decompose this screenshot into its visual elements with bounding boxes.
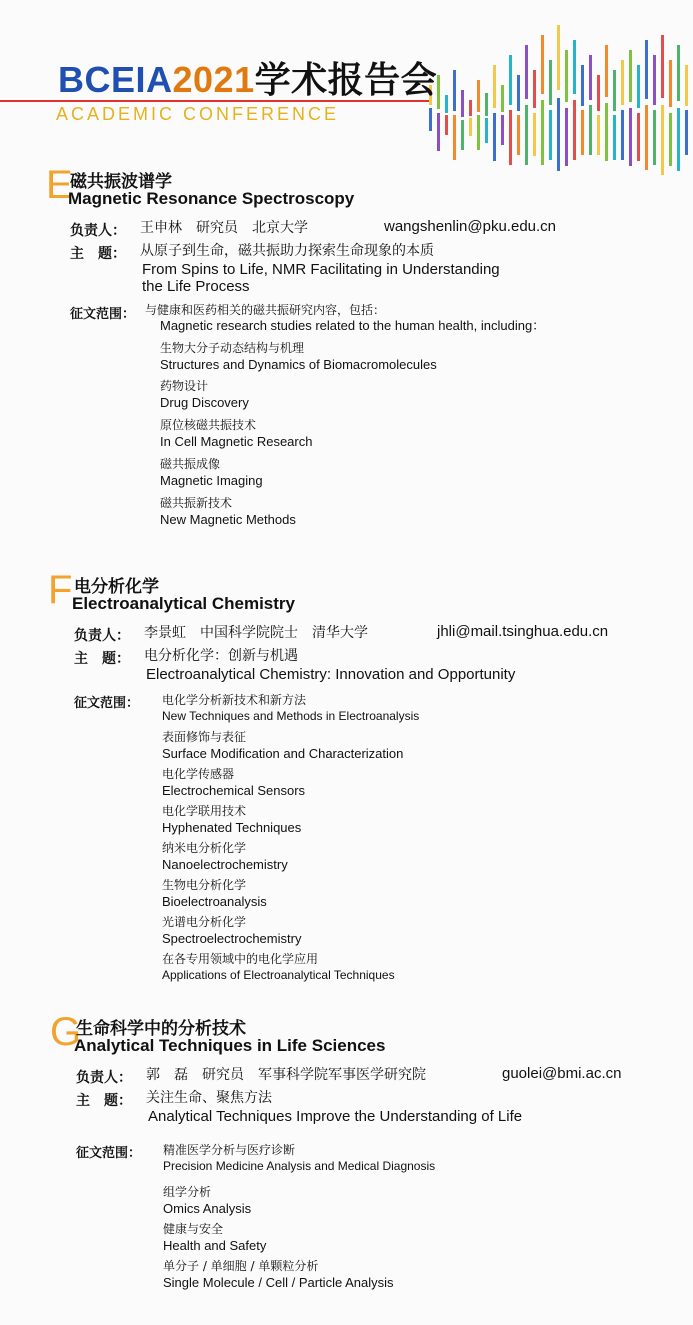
sound-bar bbox=[453, 115, 456, 160]
conference-logo bbox=[58, 59, 438, 101]
sound-bar bbox=[653, 110, 656, 165]
scope-label: 征文范围： bbox=[76, 1146, 142, 1161]
section-title-en: Magnetic Resonance Spectroscopy bbox=[68, 189, 355, 208]
sound-bar bbox=[517, 75, 520, 111]
scope-item: 组学分析 Omics Analysis bbox=[163, 1185, 252, 1216]
theme-label: 主 题： bbox=[70, 246, 126, 262]
sound-bar bbox=[445, 115, 448, 135]
theme-label: 主 题： bbox=[76, 1093, 132, 1109]
sound-bar bbox=[437, 75, 440, 109]
sound-bar bbox=[597, 115, 600, 155]
sound-bar bbox=[565, 50, 568, 102]
sound-bar bbox=[453, 70, 456, 111]
scope-item: 磁共振成像 Magnetic Imaging bbox=[160, 457, 263, 488]
scope-item: 精准医学分析与医疗诊断 Precision Medicine Analysis and Medical Diagnosis bbox=[163, 1143, 436, 1173]
sound-bar bbox=[501, 85, 504, 112]
logo-year: 2021 bbox=[172, 59, 255, 100]
sound-bar bbox=[445, 95, 448, 113]
scope-item: 电化学分析新技术和新方法 New Techniques and Methods in Electroanalysis bbox=[162, 693, 420, 723]
sound-bar bbox=[533, 113, 536, 156]
sound-bar bbox=[613, 70, 616, 111]
sound-bar bbox=[493, 113, 496, 161]
scope-item: 原位核磁共振技术 In Cell Magnetic Research bbox=[160, 418, 313, 449]
section-letter: F bbox=[48, 568, 73, 612]
sound-bar bbox=[461, 120, 464, 150]
theme-zh: 电分析化学：创新与机遇 bbox=[144, 648, 298, 664]
sound-bar bbox=[557, 98, 560, 171]
sound-bars-graphic bbox=[425, 15, 693, 180]
theme-en-line1: From Spins to Life, NMR Facilitating in Understanding bbox=[142, 261, 500, 278]
theme-en-line2: the Life Process bbox=[142, 278, 250, 295]
scope-item: 光谱电分析化学 Spectroelectrochemistry bbox=[162, 915, 302, 946]
scope-item: 表面修饰与表征 Surface Modification and Characterization bbox=[162, 730, 404, 761]
sound-bar bbox=[549, 60, 552, 105]
scope-en: Magnetic research studies related to the human health, including： bbox=[160, 318, 546, 333]
lead-email: wangshenlin@pku.edu.cn bbox=[384, 218, 557, 235]
sound-bar bbox=[533, 70, 536, 108]
sound-bar bbox=[661, 105, 664, 175]
sound-bar bbox=[485, 93, 488, 116]
sound-bar bbox=[477, 115, 480, 150]
sound-bar bbox=[549, 110, 552, 160]
sound-bar bbox=[621, 110, 624, 160]
lead-label: 负责人： bbox=[70, 223, 126, 239]
sound-bar bbox=[573, 100, 576, 160]
scope-item: 生物电分析化学 Bioelectroanalysis bbox=[162, 878, 267, 909]
sound-bar bbox=[501, 115, 504, 145]
sound-bar bbox=[525, 105, 528, 165]
sound-bar bbox=[469, 100, 472, 116]
sound-bar bbox=[597, 75, 600, 111]
section-title-zh: 生命科学中的分析技术 bbox=[76, 1019, 246, 1039]
scope-item: 磁共振新技术 New Magnetic Methods bbox=[160, 496, 296, 527]
sound-bar bbox=[485, 118, 488, 143]
sound-bar bbox=[685, 65, 688, 106]
theme-en-line1: Electroanalytical Chemistry: Innovation and Opportunity bbox=[146, 666, 516, 683]
sound-bar bbox=[437, 113, 440, 151]
sound-bar bbox=[493, 65, 496, 108]
theme-en-line1: Analytical Techniques Improve the Understanding of Life bbox=[148, 1108, 523, 1125]
section-title-en: Electroanalytical Chemistry bbox=[72, 594, 295, 613]
sound-bar bbox=[509, 55, 512, 105]
sound-bar bbox=[629, 108, 632, 166]
sound-bar bbox=[629, 50, 632, 102]
sound-bar bbox=[645, 105, 648, 170]
lead-value: 李景虹 中国科学院院士 清华大学 bbox=[144, 625, 368, 641]
scope-item: 电化学传感器 Electrochemical Sensors bbox=[162, 767, 306, 798]
sound-bar bbox=[653, 55, 656, 105]
sound-bar bbox=[557, 25, 560, 90]
theme-label: 主 题： bbox=[74, 651, 130, 667]
sound-bar bbox=[541, 100, 544, 165]
scope-item: 单分子 / 单细胞 / 单颗粒分析 Single Molecule / Cell / Particle Analysis bbox=[163, 1259, 394, 1290]
lead-email: jhli@mail.tsinghua.edu.cn bbox=[437, 623, 609, 640]
sound-bar bbox=[573, 40, 576, 94]
scope-item: 生物大分子动态结构与机理 Structures and Dynamics of Biomacromolecules bbox=[160, 341, 437, 372]
lead-value: 王申林 研究员 北京大学 bbox=[140, 220, 308, 236]
sound-bar bbox=[589, 105, 592, 155]
sound-bar bbox=[469, 118, 472, 136]
theme-zh: 从原子到生命，磁共振助力探索生命现象的本质 bbox=[140, 243, 434, 259]
scope-label: 征文范围： bbox=[70, 307, 136, 322]
sound-bar bbox=[669, 60, 672, 107]
sound-bar bbox=[581, 110, 584, 155]
sound-bar bbox=[661, 35, 664, 98]
sound-bar bbox=[685, 110, 688, 155]
logo-prefix: BCEIA bbox=[58, 59, 173, 100]
scope-item: 纳米电分析化学 Nanoelectrochemistry bbox=[162, 841, 288, 872]
sound-bar bbox=[637, 65, 640, 108]
conference-subtitle: ACADEMIC CONFERENCE bbox=[56, 104, 340, 124]
lead-label: 负责人： bbox=[74, 628, 130, 644]
section-letter: E bbox=[46, 163, 73, 207]
section-title-en: Analytical Techniques in Life Sciences bbox=[74, 1036, 386, 1055]
theme-zh: 关注生命、聚焦方法 bbox=[146, 1090, 272, 1106]
sound-bar bbox=[605, 45, 608, 97]
section-title-zh: 磁共振波谱学 bbox=[70, 172, 172, 192]
sound-bar bbox=[541, 35, 544, 94]
sound-bar bbox=[517, 115, 520, 155]
lead-value: 郭 磊 研究员 军事科学院军事医学研究院 bbox=[146, 1067, 426, 1083]
sound-bar bbox=[605, 103, 608, 161]
sound-bar bbox=[589, 55, 592, 100]
sound-bar bbox=[509, 110, 512, 165]
sound-bar bbox=[637, 113, 640, 161]
sound-bar bbox=[581, 65, 584, 106]
sound-bar bbox=[621, 60, 624, 105]
scope-zh: 与健康和医药相关的磁共振研究内容，包括： bbox=[145, 303, 386, 317]
scope-item: 在各专用领域中的电化学应用 Applications of Electroanalytical Techniques bbox=[162, 952, 395, 982]
sound-bar bbox=[669, 113, 672, 166]
sound-bar bbox=[565, 108, 568, 166]
sound-bar bbox=[477, 80, 480, 112]
logo-zh: 学术报告会 bbox=[254, 60, 438, 101]
sound-bar bbox=[461, 90, 464, 117]
scope-item: 电化学联用技术 Hyphenated Techniques bbox=[162, 804, 302, 835]
sound-bar bbox=[677, 45, 680, 101]
lead-label: 负责人： bbox=[76, 1070, 132, 1086]
scope-item: 健康与安全 Health and Safety bbox=[163, 1222, 267, 1253]
section-title-zh: 电分析化学 bbox=[74, 577, 159, 597]
sound-bar bbox=[645, 40, 648, 99]
sound-bar bbox=[613, 115, 616, 160]
lead-email: guolei@bmi.ac.cn bbox=[502, 1065, 622, 1082]
scope-label: 征文范围： bbox=[74, 696, 140, 711]
sound-bar bbox=[677, 108, 680, 171]
section-letter: G bbox=[50, 1010, 82, 1054]
scope-item: 药物设计 Drug Discovery bbox=[160, 379, 249, 410]
sound-bar bbox=[525, 45, 528, 99]
sound-bar bbox=[429, 108, 432, 131]
